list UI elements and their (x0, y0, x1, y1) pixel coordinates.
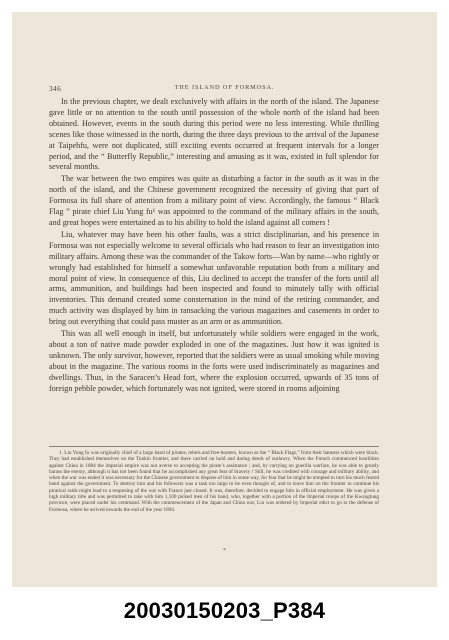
item-id-label: 20030150203_P384 (123, 598, 326, 623)
footnote-rule (49, 446, 379, 447)
running-head: THE ISLAND OF FORMOSA. (174, 84, 275, 91)
paragraph: This was all well enough in itself, but unfortunately while soldiers were engaged in the work, about a ton of native made powder exploded in one of the magazines. Just how it was ignited is unknown. The only survivor, however, reported that the soldiers were as usual smoking while moving about in the magazine. The various rooms in the forts were used indiscriminately as magazines and dwellings. Thus, in the Saracen’s Head fort, where the explosion occurred, upwards of 35 tons of foreign pebble powder, which fortunately was not ignited, were stored in rooms adjoining (49, 329, 379, 393)
signature-mark: * (223, 548, 226, 554)
body-text (49, 97, 379, 395)
paragraph: Liu, whatever may have been his other faults, was a strict disciplinarian, and his presence in Formosa was not especially welcome to several officials who had reason to fear an investigation into military affairs. Among these was the commander of the Takow forts—Wan by name—who rightly or wrongly had established for himself a somewhat unfavorable reputation both from a military and moral point of view. In consequence of this, Liu declined to accept the transfer of the forts until all arms, ammunition, and buildings had been inspected and found to minutely tally with official inventories. This demand created some consternation in the mind of the retiring commander, and much activity was displayed by him in ransacking the various magazines and casements in order to bring out everything that could pass muster as an arm or as ammunition. (49, 229, 379, 327)
page-number: 346 (49, 84, 62, 93)
paragraph: In the previous chapter, we dealt exclusively with affairs in the north of the island. The Japanese gave little or no attention to the south until possession of the whole north of the island had been obtained. However, events in the south during this period were no less interesting. While thrilling scenes like those witnessed in the north, during the three days previous to the arrival of the Japanese at Taipehfu, were not duplicated, still exciting events occurred at frequent intervals for a longer period, and the “ Butterfly Republic,” interesting and amusing as it was, existed in full splendor for several months. (49, 97, 379, 172)
footnote: 1. Liu Yung fu was originally chief of a large band of pirates, rebels and free-booters, known as the “ Black Flags,” from their banners which were black. They had established themselves on the Tonkin frontier, and there carried on bold and daring deeds of outlawry. When the French commenced hostilities against China in 1884 the imperial empire was not averse to accepting the pirate’s assistance ; and, by carrying on guerilla warfare, he was able to greatly harass the enemy, although it has not been found that he accomplished any great feat of bravery ! Still, he was credited with courage and military ability, and when the war was ended it was necessary for the Chinese government to dispose of him in some way, for fear that he might be tempted to turn his much feared band against the government. To destroy him and his followers was a task too large to be even thought of, and to leave him on the frontier to continue his piratical raids might lead to a reopening of the war with France just closed. It was, therefore, decided to engage him in official employment. He was given a high military title and was permitted to take with him 1,100 picked men of his band, who, together with a portion of the Imperial troops of the Kwangtung province, were placed under his command. With the commencement of the Japan and China war, Liu was ordered by Imperial edict to go to the defense of Formosa, where he arrived towards the end of the year 1894. (49, 450, 379, 513)
paragraph: The war between the two empires was quite as disturbing a factor in the south as it was in the north of the island, and the Chinese government recognized the necessity of giving that part of Formosa its full share of attention from a military point of view. Accordingly, the famous “ Black Flag ” pirate chief Liu Yung fu¹ was appointed to the command of the military affairs in the south, and great hopes were entertained as to his ability to hold the island against all comers ! (49, 174, 379, 227)
